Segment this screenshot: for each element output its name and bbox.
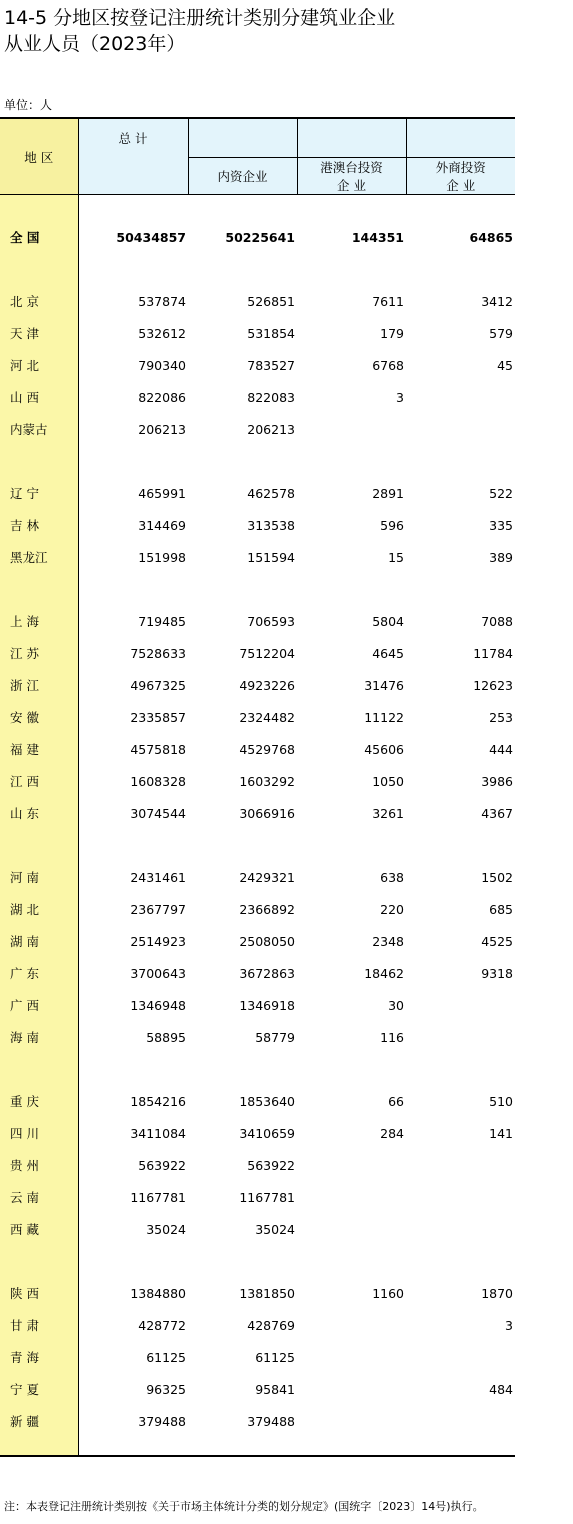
table-row [0, 1181, 515, 1213]
region-name-cell: 重 庆 [0, 1085, 78, 1117]
total-cell: 4967325 [130, 677, 186, 693]
spacer-row [0, 829, 515, 861]
foreign-cell: 522 [489, 485, 513, 501]
foreign-cell [406, 989, 515, 1021]
foreign-cell: 45 [497, 357, 513, 373]
foreign-cell: 335 [489, 517, 513, 533]
hmt-cell: 7611 [372, 293, 404, 309]
domestic-cell: 379488 [247, 1413, 295, 1429]
table-row [0, 1405, 515, 1437]
spacer-cell [0, 253, 78, 285]
domestic-cell: 2324482 [239, 709, 295, 725]
hmt-cell: 2891 [372, 485, 404, 501]
region-name-cell: 内蒙古 [0, 413, 78, 445]
total-cell: 206213 [138, 421, 186, 437]
table-row [0, 317, 515, 349]
table-title-line2: 从业人员（2023年） [4, 33, 186, 55]
national-total-row [0, 221, 515, 253]
hmt-cell: 1160 [372, 1285, 404, 1301]
hmt-cell [297, 413, 406, 445]
foreign-cell: 3 [505, 1317, 513, 1333]
total-cell: 1854216 [130, 1093, 186, 1109]
data-table [0, 117, 515, 1457]
foreign-cell: 3412 [481, 293, 513, 309]
total-cell: 3074544 [130, 805, 186, 821]
domestic-cell: 35024 [255, 1221, 295, 1237]
spacer-row [0, 1437, 515, 1456]
hmt-cell: 18462 [364, 965, 404, 981]
hmt-cell [297, 1181, 406, 1213]
foreign-cell: 12623 [473, 677, 513, 693]
hmt-cell: 31476 [364, 677, 404, 693]
domestic-cell: 3066916 [239, 805, 295, 821]
foreign-cell: 253 [489, 709, 513, 725]
hmt-cell: 284 [380, 1125, 404, 1141]
foreign-cell: 510 [489, 1093, 513, 1109]
region-name-cell: 广 西 [0, 989, 78, 1021]
region-name-cell: 青 海 [0, 1341, 78, 1373]
region-name-cell: 四 川 [0, 1117, 78, 1149]
table-title-line1: 14-5 分地区按登记注册统计类别分建筑业企业 [4, 7, 396, 29]
foreign-cell [406, 1213, 515, 1245]
spacer-row [0, 253, 515, 285]
header-total: 总 计 [78, 118, 188, 158]
hmt-cell [297, 1405, 406, 1437]
region-name-cell: 天 津 [0, 317, 78, 349]
table-row [0, 637, 515, 669]
hmt-cell: 179 [380, 325, 404, 341]
region-name-cell: 海 南 [0, 1021, 78, 1053]
total-cell: 2335857 [130, 709, 186, 725]
hmt-cell: 116 [380, 1029, 404, 1045]
region-name-cell: 北 京 [0, 285, 78, 317]
foreign-cell: 444 [489, 741, 513, 757]
foreign-cell: 4367 [481, 805, 513, 821]
domestic-cell: 2508050 [239, 933, 295, 949]
hmt-cell: 2348 [372, 933, 404, 949]
table-row [0, 1373, 515, 1405]
foreign-cell: 3986 [481, 773, 513, 789]
table-row [0, 381, 515, 413]
foreign-cell: 1502 [481, 869, 513, 885]
domestic-cell: 462578 [247, 485, 295, 501]
total-cell: 719485 [138, 613, 186, 629]
table-row [0, 765, 515, 797]
table-row [0, 893, 515, 925]
total-cell: 2514923 [130, 933, 186, 949]
header-spacer-1 [188, 118, 297, 158]
total-cell: 35024 [146, 1221, 186, 1237]
footnote: 注：本表登记注册统计类别按《关于市场主体统计分类的划分规定》(国统字〔2023〕14号)执行。 [4, 1500, 484, 1513]
table-row [0, 509, 515, 541]
foreign-cell: 11784 [473, 645, 513, 661]
spacer-row [0, 1245, 515, 1277]
region-name-cell: 福 建 [0, 733, 78, 765]
total-cell: 1346948 [130, 997, 186, 1013]
foreign-cell [406, 381, 515, 413]
foreign-cell: 579 [489, 325, 513, 341]
hmt-cell: 1050 [372, 773, 404, 789]
hmt-cell [297, 1373, 406, 1405]
table-row [0, 1149, 515, 1181]
foreign-cell [406, 413, 515, 445]
table-row [0, 989, 515, 1021]
table-row [0, 701, 515, 733]
domestic-cell: 1603292 [239, 773, 295, 789]
header-foreign [406, 158, 515, 195]
table-row [0, 1309, 515, 1341]
domestic-cell: 50225641 [225, 229, 295, 245]
region-name-cell: 安 徽 [0, 701, 78, 733]
header-domestic: 内资企业 [188, 158, 297, 195]
total-cell: 790340 [138, 357, 186, 373]
foreign-cell [406, 1021, 515, 1053]
total-cell: 563922 [138, 1157, 186, 1173]
hmt-cell: 15 [388, 549, 404, 565]
region-name-cell: 新 疆 [0, 1405, 78, 1437]
total-cell: 2431461 [130, 869, 186, 885]
hmt-cell: 220 [380, 901, 404, 917]
domestic-cell: 1167781 [239, 1189, 295, 1205]
domestic-cell: 2429321 [239, 869, 295, 885]
spacer-cell [0, 195, 78, 222]
total-cell: 537874 [138, 293, 186, 309]
foreign-cell [406, 1405, 515, 1437]
domestic-cell: 822083 [247, 389, 295, 405]
spacer-cell [0, 1437, 78, 1456]
total-cell: 1167781 [130, 1189, 186, 1205]
domestic-cell: 1381850 [239, 1285, 295, 1301]
region-name-cell: 辽 宁 [0, 477, 78, 509]
foreign-cell [406, 1149, 515, 1181]
foreign-cell: 4525 [481, 933, 513, 949]
total-cell: 532612 [138, 325, 186, 341]
region-name-cell: 宁 夏 [0, 1373, 78, 1405]
domestic-cell: 206213 [247, 421, 295, 437]
region-name-cell: 湖 北 [0, 893, 78, 925]
header-total-spacer [78, 158, 188, 195]
hmt-cell: 6768 [372, 357, 404, 373]
foreign-cell: 141 [489, 1125, 513, 1141]
hmt-cell [297, 1309, 406, 1341]
domestic-cell: 2366892 [239, 901, 295, 917]
domestic-cell: 313538 [247, 517, 295, 533]
region-name-cell: 河 北 [0, 349, 78, 381]
spacer-cell [0, 573, 78, 605]
region-name-cell: 山 西 [0, 381, 78, 413]
table-row [0, 285, 515, 317]
region-name-cell: 吉 林 [0, 509, 78, 541]
table-row [0, 1277, 515, 1309]
foreign-cell: 685 [489, 901, 513, 917]
total-cell: 1384880 [130, 1285, 186, 1301]
foreign-cell: 9318 [481, 965, 513, 981]
domestic-cell: 7512204 [239, 645, 295, 661]
domestic-cell: 95841 [255, 1381, 295, 1397]
domestic-cell: 3672863 [239, 965, 295, 981]
hmt-cell: 3 [396, 389, 404, 405]
table-row [0, 1213, 515, 1245]
foreign-cell: 1870 [481, 1285, 513, 1301]
table-row [0, 733, 515, 765]
region-name-cell: 广 东 [0, 957, 78, 989]
spacer-cell [78, 195, 515, 222]
hmt-cell: 638 [380, 869, 404, 885]
foreign-cell [406, 1341, 515, 1373]
table-row [0, 477, 515, 509]
domestic-cell: 531854 [247, 325, 295, 341]
hmt-cell: 30 [388, 997, 404, 1013]
hmt-cell: 66 [388, 1093, 404, 1109]
header-hmt-line2: 企 业 [337, 178, 366, 193]
region-name-cell: 甘 肃 [0, 1309, 78, 1341]
region-name-cell: 湖 南 [0, 925, 78, 957]
region-name-cell: 云 南 [0, 1181, 78, 1213]
foreign-cell: 64865 [469, 229, 513, 245]
total-cell: 379488 [138, 1413, 186, 1429]
spacer-row [0, 573, 515, 605]
total-cell: 4575818 [130, 741, 186, 757]
foreign-cell: 484 [489, 1381, 513, 1397]
region-name-cell: 河 南 [0, 861, 78, 893]
region-name-cell: 贵 州 [0, 1149, 78, 1181]
domestic-cell: 4529768 [239, 741, 295, 757]
hmt-cell: 45606 [364, 741, 404, 757]
total-cell: 2367797 [130, 901, 186, 917]
region-name-cell: 全 国 [0, 221, 78, 253]
total-cell: 314469 [138, 517, 186, 533]
hmt-cell [297, 1213, 406, 1245]
spacer-row [0, 195, 515, 222]
domestic-cell: 3410659 [239, 1125, 295, 1141]
spacer-cell [78, 829, 515, 861]
total-cell: 96325 [146, 1381, 186, 1397]
spacer-cell [78, 1437, 515, 1456]
domestic-cell: 1346918 [239, 997, 295, 1013]
table-row [0, 957, 515, 989]
domestic-cell: 4923226 [239, 677, 295, 693]
table-row [0, 1341, 515, 1373]
header-region: 地 区 [0, 118, 78, 195]
hmt-cell: 596 [380, 517, 404, 533]
hmt-cell: 144351 [351, 229, 404, 245]
unit-label: 单位：人 [4, 98, 53, 112]
table-row [0, 669, 515, 701]
hmt-cell: 11122 [364, 709, 404, 725]
table-row [0, 861, 515, 893]
header-foreign-line2: 企 业 [446, 178, 476, 193]
spacer-cell [78, 445, 515, 477]
hmt-cell [297, 1149, 406, 1181]
region-name-cell: 江 苏 [0, 637, 78, 669]
spacer-cell [78, 1245, 515, 1277]
total-cell: 3700643 [130, 965, 186, 981]
region-name-cell: 西 藏 [0, 1213, 78, 1245]
table-row [0, 605, 515, 637]
table-body [0, 195, 515, 1457]
region-name-cell: 浙 江 [0, 669, 78, 701]
table-row [0, 1117, 515, 1149]
header-hmt-line1: 港澳台投资 [320, 160, 383, 175]
total-cell: 61125 [146, 1349, 186, 1365]
region-name-cell: 陕 西 [0, 1277, 78, 1309]
domestic-cell: 151594 [247, 549, 295, 565]
table-row [0, 1085, 515, 1117]
header-foreign-line1: 外商投资 [435, 160, 486, 175]
header-spacer-3 [406, 118, 515, 158]
table-row [0, 349, 515, 381]
header-spacer-2 [297, 118, 406, 158]
region-name-cell: 黑龙江 [0, 541, 78, 573]
domestic-cell: 1853640 [239, 1093, 295, 1109]
region-name-cell: 山 东 [0, 797, 78, 829]
table-row [0, 541, 515, 573]
header-hmt [297, 158, 406, 195]
region-name-cell: 江 西 [0, 765, 78, 797]
total-cell: 58895 [146, 1029, 186, 1045]
total-cell: 428772 [138, 1317, 186, 1333]
total-cell: 7528633 [130, 645, 186, 661]
spacer-cell [78, 1053, 515, 1085]
domestic-cell: 783527 [247, 357, 295, 373]
foreign-cell: 7088 [481, 613, 513, 629]
hmt-cell: 5804 [372, 613, 404, 629]
domestic-cell: 61125 [255, 1349, 295, 1365]
spacer-cell [0, 829, 78, 861]
foreign-cell [406, 1181, 515, 1213]
hmt-cell [297, 1341, 406, 1373]
spacer-row [0, 1053, 515, 1085]
table-row [0, 925, 515, 957]
total-cell: 151998 [138, 549, 186, 565]
spacer-cell [0, 445, 78, 477]
total-cell: 50434857 [116, 229, 186, 245]
spacer-cell [78, 573, 515, 605]
domestic-cell: 563922 [247, 1157, 295, 1173]
domestic-cell: 706593 [247, 613, 295, 629]
total-cell: 465991 [138, 485, 186, 501]
total-cell: 822086 [138, 389, 186, 405]
table-row [0, 797, 515, 829]
total-cell: 3411084 [130, 1125, 186, 1141]
table-row [0, 1021, 515, 1053]
total-cell: 1608328 [130, 773, 186, 789]
spacer-cell [0, 1053, 78, 1085]
spacer-row [0, 445, 515, 477]
spacer-cell [78, 253, 515, 285]
region-name-cell: 上 海 [0, 605, 78, 637]
foreign-cell: 389 [489, 549, 513, 565]
data-table-container [0, 117, 515, 1457]
domestic-cell: 58779 [255, 1029, 295, 1045]
hmt-cell: 4645 [372, 645, 404, 661]
table-row [0, 413, 515, 445]
hmt-cell: 3261 [372, 805, 404, 821]
domestic-cell: 526851 [247, 293, 295, 309]
domestic-cell: 428769 [247, 1317, 295, 1333]
spacer-cell [0, 1245, 78, 1277]
